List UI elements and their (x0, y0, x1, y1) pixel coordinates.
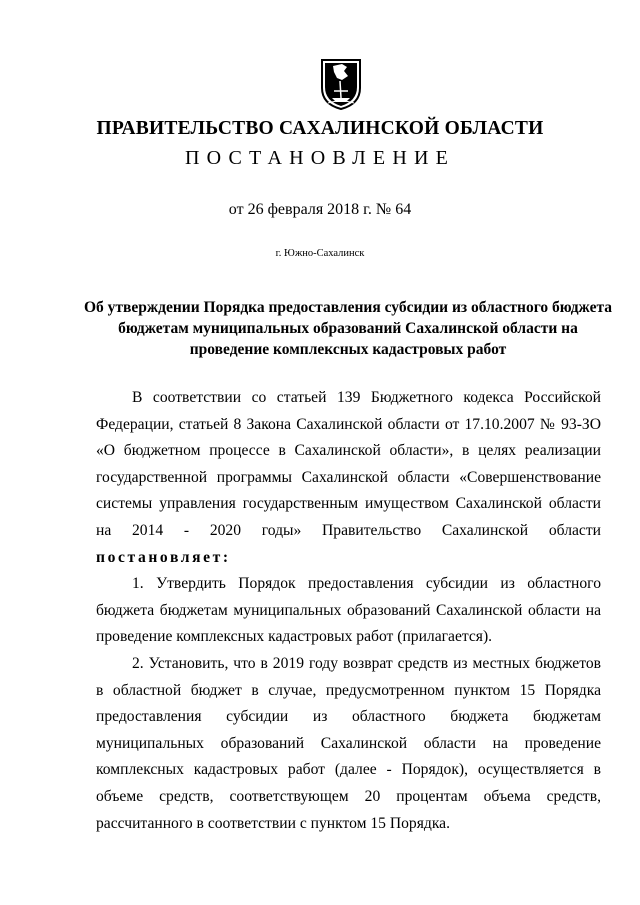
list-item: 1. Утвердить Порядок предоставления субсидии из областного бюджета бюджетам муниципальных образований Сахалинской области на проведение комплексных кадастровых работ (прилагается). (96, 575, 601, 646)
document-date-number: от 26 февраля 2018 г. № 64 (228, 201, 412, 218)
document-title: Об утверждении Порядка предоставления субсидии из областного бюджета бюджетам муниципальных образований Сахалинской области на проведение комплексных кадастровых работ (83, 299, 613, 358)
preamble-paragraph (96, 385, 601, 571)
coat-of-arms-icon (320, 58, 362, 110)
resolution-keyword: постановляет: (96, 548, 231, 566)
organization-name: ПРАВИТЕЛЬСТВО САХАЛИНСКОЙ ОБЛАСТИ (96, 118, 544, 139)
preamble-text: В соответствии со статьей 139 Бюджетного кодекса Российской Федерации, статьей 8 Закона Сахалинской области от 17.10.2007 № 93-ЗО «О бюджетном процессе в Сахалинской области», в целях реализации государственной программы Сахалинской области «Совершенствование системы управления государственным имуществом Сахалинской области на 2014 - 2020 годы» Правительство Сахалинской области (96, 389, 601, 539)
document-body (96, 385, 601, 837)
document-type: ПОСТАНОВЛЕНИЕ (184, 147, 456, 169)
list-item: 2. Установить, что в 2019 году возврат средств из местных бюджетов в областной бюджет в случае, предусмотренном пунктом 15 Порядка предоставления субсидии из областного бюджета бюджетам муниципальных образований Сахалинской области на проведение комплексных кадастровых работ (далее - Порядок), осуществляется в объеме средств, соответствующем 20 процентам объема средств, рассчитанного в соответствии с пунктом 15 Порядка. (96, 654, 601, 832)
document-city: г. Южно-Сахалинск (275, 248, 365, 259)
